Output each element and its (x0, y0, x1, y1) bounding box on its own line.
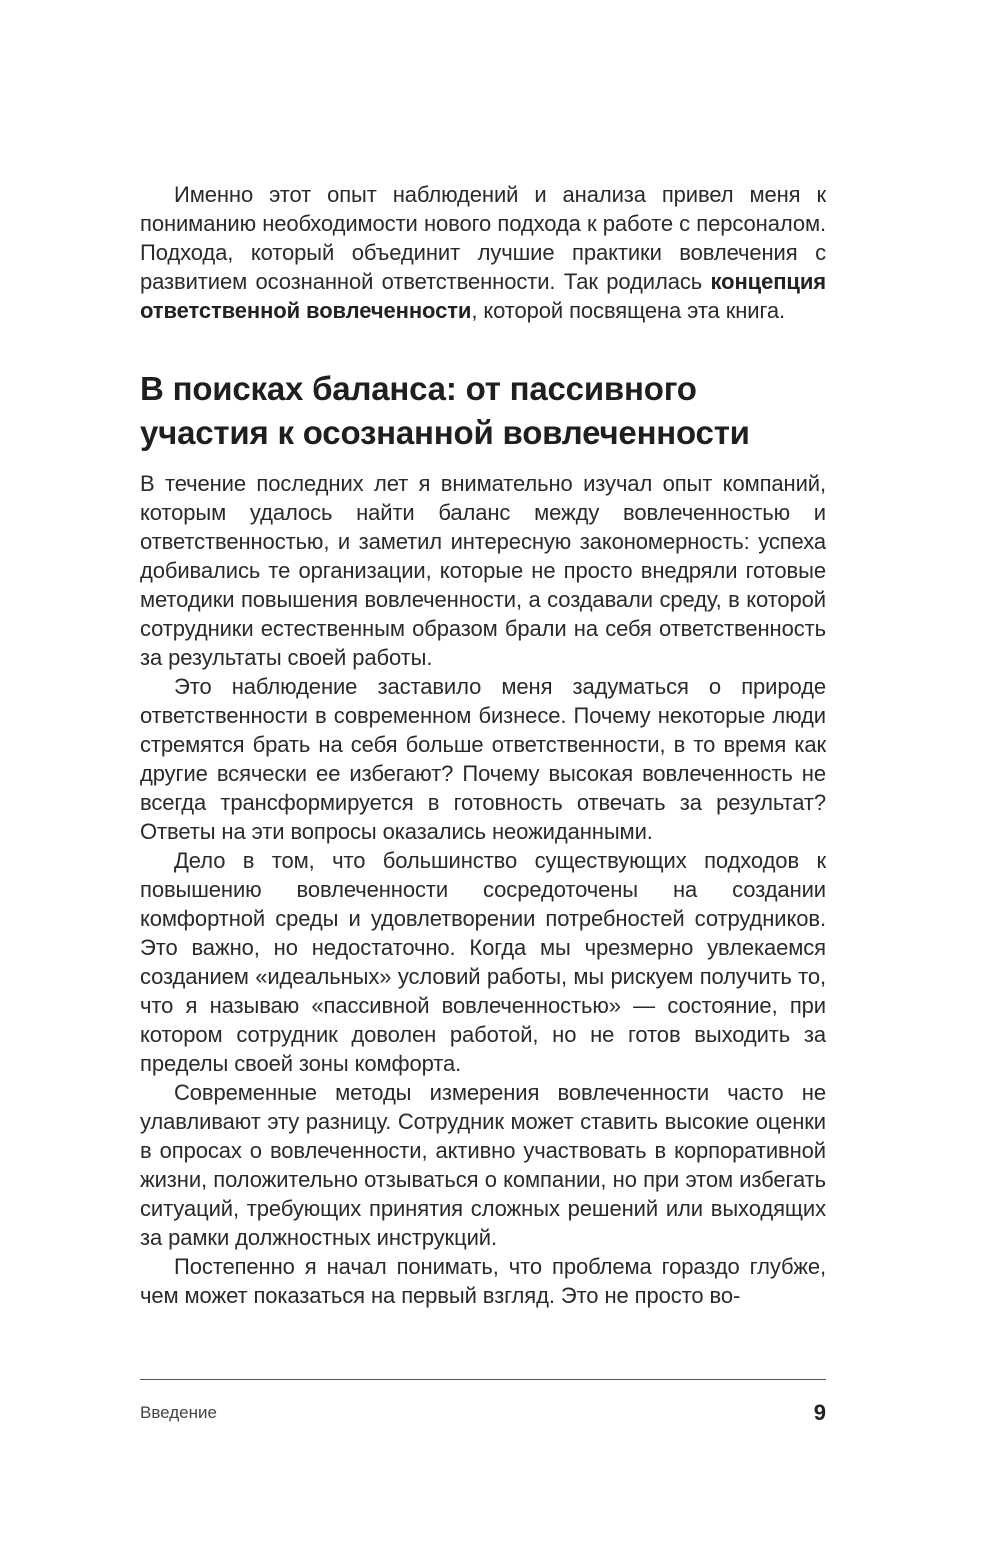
page-number: 9 (813, 1400, 826, 1425)
footer-divider (140, 1379, 826, 1380)
body-paragraph-3: Дело в том, что большинство существующих подходов к повышению вовлеченности сосредоточены на создании комфортной среды и удовлетворении потребностей сотрудников. Это важно, но недостаточно. Когда мы чрезмерно увлекаемся созданием «идеальных» условий работы, мы рискуем получить то, что я называю «пассивной вовлеченностью» — состояние, при котором сотрудник доволен работой, но не готов выходить за пределы своей зоны комфорта. (140, 848, 826, 1076)
footer-section-name: Введение (140, 1403, 217, 1422)
intro-paragraph-text: Именно этот опыт наблюдений и анализа привел меня к пониманию необходимости нового подхода к работе с персоналом. Подхода, который объединит лучшие практики вовлечения с развитием осознанной ответственности. Так родилась (140, 182, 826, 294)
section-heading: В поисках баланса: от пассивного участия к осознанной вовлеченности (140, 370, 750, 451)
body-paragraph-5: Постепенно я начал понимать, что проблема гораздо глубже, чем может показаться на первый взгляд. Это не просто во- (140, 1254, 826, 1308)
intro-paragraph-bold-term: концепция ответственной вовлеченности (140, 269, 826, 323)
body-paragraph-2: Это наблюдение заставило меня задуматься о природе ответственности в современном бизнесе. Почему некоторые люди стремятся брать на себя больше ответственности, в то время как другие всячески ее избегают? Почему высокая вовлеченность не всегда трансформируется в готовность отвечать за результат? Ответы на эти вопросы оказались неожиданными. (140, 674, 826, 844)
body-paragraph-1: В течение последних лет я внимательно изучал опыт компаний, которым удалось найти баланс между вовлеченностью и ответственностью, и заметил интересную закономерность: успеха добивались те организации, которые не просто внедряли готовые методики повышения вовлеченности, а создавали среду, в которой сотрудники естественным образом брали на себя ответственность за результаты своей работы. (140, 471, 826, 670)
intro-paragraph-tail: , которой посвящена эта книга. (471, 298, 786, 323)
body-paragraph-4: Современные методы измерения вовлеченности часто не улавливают эту разницу. Сотрудник может ставить высокие оценки в опросах о вовлеченности, активно участвовать в корпоративной жизни, положительно отзываться о компании, но при этом избегать ситуаций, требующих принятия сложных решений или выходящих за рамки должностных инструкций. (140, 1080, 826, 1250)
intro-paragraph (140, 180, 826, 325)
page-content (140, 180, 826, 1310)
